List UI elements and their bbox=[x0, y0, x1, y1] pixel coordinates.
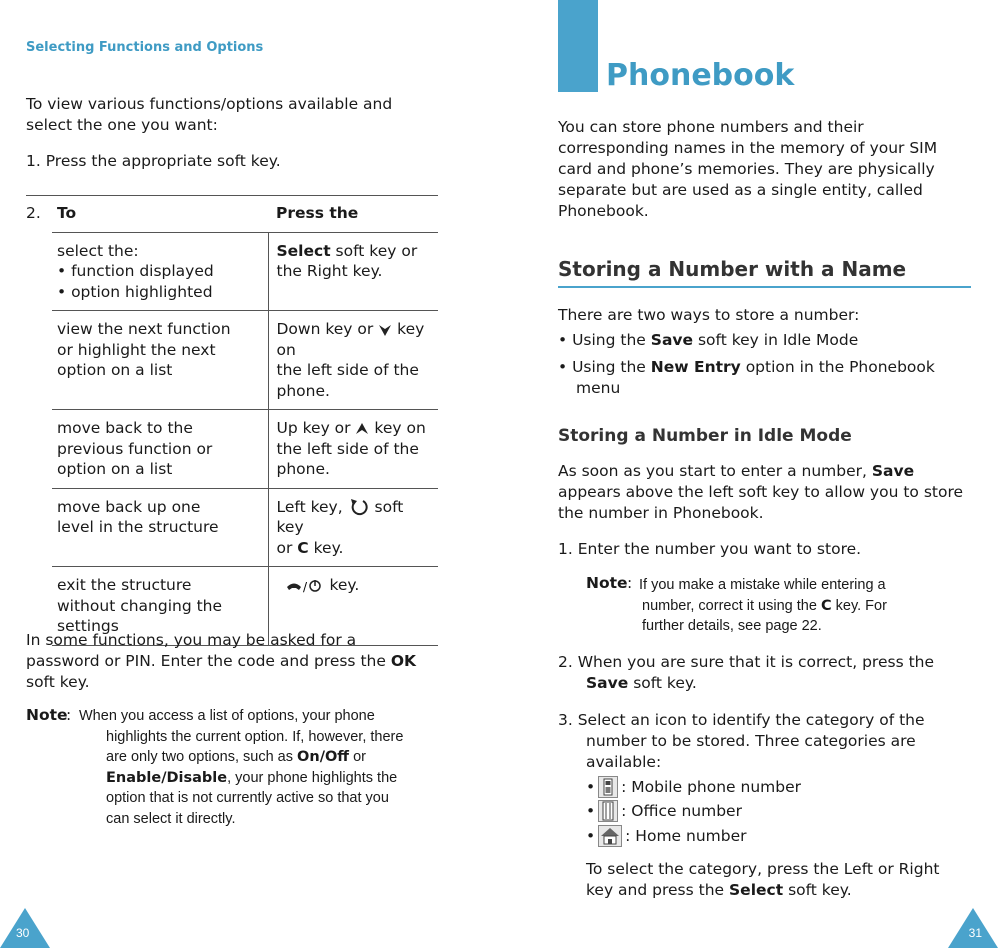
chapter-title: Phonebook bbox=[606, 58, 795, 93]
page-number-left: 30 bbox=[16, 926, 30, 940]
back-arrow-icon bbox=[348, 497, 370, 517]
pin-paragraph: In some functions, you may be asked for a password or PIN. Enter the code and press the OK soft key. bbox=[26, 631, 417, 691]
home-icon bbox=[598, 825, 622, 847]
header-press: Press the bbox=[268, 196, 438, 233]
category-mobile: • : Mobile phone number bbox=[586, 776, 801, 798]
header-to: To bbox=[52, 196, 268, 233]
office-building-icon bbox=[598, 800, 618, 822]
phonebook-intro: You can store phone numbers and their corresponding names in the memory of your SIM card and phone’s memories. They are physically separate but are used as a single entity, called Phonebook. bbox=[558, 118, 938, 220]
section-heading: Storing a Number with a Name bbox=[558, 257, 907, 281]
table-row: select the: • function displayed • option highlighted Select soft key or the Right key. bbox=[26, 232, 438, 311]
step-1: 1. Press the appropriate soft key. bbox=[26, 152, 281, 170]
table-row: move back up one level in the structure Left key, soft key or C key. bbox=[26, 488, 438, 567]
heading-rule bbox=[558, 286, 971, 288]
left-page: Selecting Functions and Options To view various functions/options available and select the one you want: 1. Press the appropriate soft key. 2. To Press the select the: • function displayed • option highlighted Select soft key or the Right key. view the next function or highlight the next option on a list Down key or key on the left side of the phone. move back to the previous function or option on a list Up key or key on the left side of the phone. move back up one level in the structure Left key, soft key or C key. exit the structure without changing the settings / key. In some functions, you may be asked for a password or PIN. Enter the code and press the OK soft key. Note : When you access a list of options, your phone highlights the current option. If, however, there are only two options, such as On/Off or Enable/Disable, your phone highlights the option that is not currently active so that you can select it directly. 30 bbox=[0, 0, 480, 948]
step-2: 2. When you are sure that it is correct, press the Save soft key. bbox=[558, 653, 935, 692]
function-options-table bbox=[26, 195, 438, 646]
table-row: view the next function or highlight the next option on a list Down key or key on the left side of the phone. bbox=[26, 311, 438, 410]
idle-paragraph: As soon as you start to enter a number, Save appears above the left soft key to allow you to store the number in Phonebook. bbox=[558, 462, 964, 522]
up-arrow-icon bbox=[355, 421, 369, 437]
intro-paragraph: To view various functions/options available and select the one you want: bbox=[26, 95, 393, 134]
table-row: exit the structure without changing the settings / key. bbox=[26, 567, 438, 646]
list-item: • Using the New Entry option in the Phonebook menu bbox=[558, 358, 935, 397]
end-call-power-icon bbox=[285, 578, 325, 594]
chapter-tab bbox=[558, 0, 598, 92]
ways-intro: There are two ways to store a number: bbox=[558, 306, 860, 324]
ways-list bbox=[558, 330, 978, 405]
step-1: 1. Enter the number you want to store. bbox=[558, 540, 862, 558]
select-paragraph: To select the category, press the Left or Right key and press the Select soft key. bbox=[586, 860, 940, 899]
step-3: 3. Select an icon to identify the category of the number to be stored. Three categories are available: bbox=[558, 711, 925, 771]
category-home: • : Home number bbox=[586, 825, 747, 847]
down-arrow-icon bbox=[378, 322, 392, 338]
right-page: Phonebook You can store phone numbers and their corresponding names in the memory of your SIM card and phone’s memories. They are physically separate but are used as a single entity, called Phonebook. Storing a Number with a Name There are two ways to store a number: • Using the Save soft key in Idle Mode • Using the New Entry option in the Phonebook menu Storing a Number in Idle Mode As soon as you start to enter a number, Save appears above the left soft key to allow you to store the number in Phonebook. 1. Enter the number you want to store. Note : If you make a mistake while entering a number, correct it using the C key. For further details, see page 22. 2. When you are sure that it is correct, press the Save soft key. 3. Select an icon to identify the category of the number to be stored. Three categories are available: • : Mobile phone number • : Office number • : Home number To select the category, press the Left or Right key and press the Select soft key. 31 bbox=[510, 0, 998, 948]
step-2-number: 2. bbox=[26, 196, 52, 233]
mobile-phone-icon bbox=[598, 776, 618, 798]
subsection-heading: Storing a Number in Idle Mode bbox=[558, 426, 852, 446]
list-item: • Using the Save soft key in Idle Mode bbox=[558, 331, 859, 349]
page-number-right: 31 bbox=[968, 926, 982, 940]
category-office: • : Office number bbox=[586, 800, 742, 822]
svg-text:/: / bbox=[302, 579, 307, 594]
table-header-row bbox=[26, 196, 438, 233]
section-title: Selecting Functions and Options bbox=[26, 40, 264, 55]
table-row: move back to the previous function or option on a list Up key or key on the left side of the phone. bbox=[26, 410, 438, 489]
